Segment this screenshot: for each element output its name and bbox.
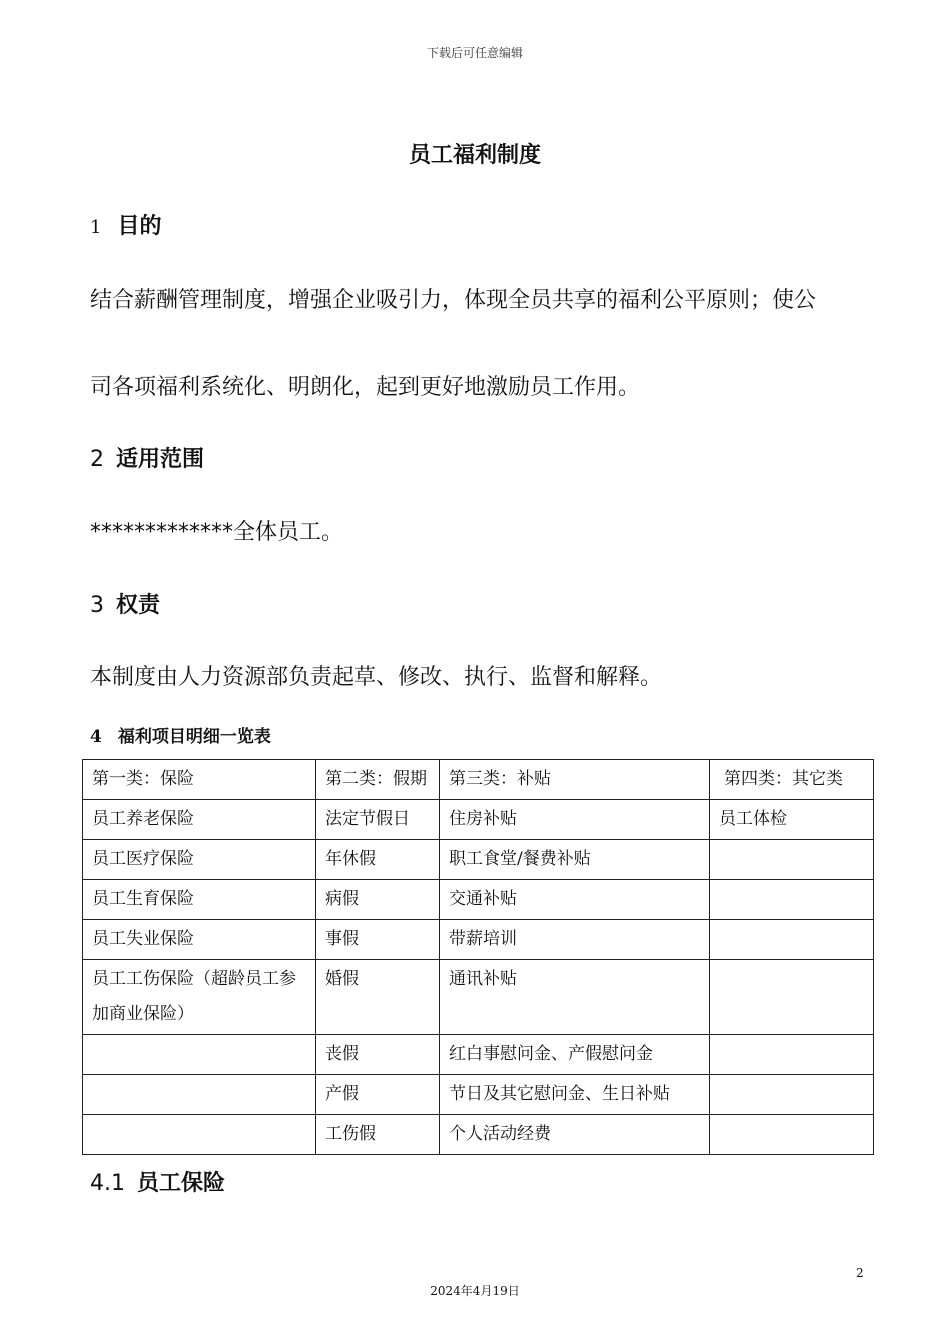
table-header-cell: 第二类：假期 — [316, 760, 440, 800]
responsibility-paragraph: 本制度由人力资源部负责起草、修改、执行、监督和解释。 — [90, 665, 663, 690]
table-cell — [83, 1035, 316, 1075]
table-cell: 红白事慰问金、产假慰问金 — [440, 1035, 710, 1075]
table-cell: 事假 — [316, 920, 440, 960]
benefits-table — [82, 759, 874, 1155]
table-cell — [710, 1035, 874, 1075]
table-cell: 节日及其它慰问金、生日补贴 — [440, 1075, 710, 1115]
purpose-paragraph-line-1: 结合薪酬管理制度，增强企业吸引力，体现全员共享的福利公平原则；使公 — [90, 288, 817, 313]
table-row — [83, 840, 874, 880]
footer-date: 2024年4月19日 — [430, 1284, 520, 1298]
table-cell: 个人活动经费 — [440, 1115, 710, 1155]
table-cell — [83, 1115, 316, 1155]
table-cell — [710, 960, 874, 1035]
table-cell: 员工养老保险 — [83, 800, 316, 840]
table-header-row — [83, 760, 874, 800]
table-cell: 员工体检 — [710, 800, 874, 840]
table-header-cell: 第一类：保险 — [83, 760, 316, 800]
section-2-number: 2 — [90, 447, 104, 472]
table-row — [83, 960, 874, 1035]
table-cell: 带薪培训 — [440, 920, 710, 960]
section-1-title: 目的 — [117, 214, 162, 239]
section-1-number: 1 — [90, 217, 102, 238]
section-3-title: 权责 — [116, 593, 161, 618]
table-cell: 产假 — [316, 1075, 440, 1115]
table-cell: 病假 — [316, 880, 440, 920]
section-4-1-title: 员工保险 — [137, 1171, 226, 1196]
purpose-paragraph-line-2: 司各项福利系统化、明朗化，起到更好地激励员工作用。 — [90, 375, 641, 400]
table-cell: 法定节假日 — [316, 800, 440, 840]
document-title: 员工福利制度 — [408, 143, 541, 168]
section-4-number: 4 — [90, 727, 102, 747]
table-header-cell: 第四类：其它类 — [710, 760, 874, 800]
page-number: 2 — [856, 1266, 864, 1280]
section-3-number: 3 — [90, 593, 104, 618]
table-row — [83, 1115, 874, 1155]
table-row — [83, 1075, 874, 1115]
table-cell: 职工食堂/餐费补贴 — [440, 840, 710, 880]
table-cell: 婚假 — [316, 960, 440, 1035]
table-row — [83, 800, 874, 840]
table-cell: 员工生育保险 — [83, 880, 316, 920]
table-cell: 员工失业保险 — [83, 920, 316, 960]
table-row — [83, 880, 874, 920]
table-cell: 丧假 — [316, 1035, 440, 1075]
table-cell — [83, 1075, 316, 1115]
table-cell: 年休假 — [316, 840, 440, 880]
table-cell — [710, 1115, 874, 1155]
table-cell — [710, 880, 874, 920]
table-cell — [710, 920, 874, 960]
section-4-title: 福利项目明细一览表 — [117, 727, 271, 747]
table-cell: 交通补贴 — [440, 880, 710, 920]
section-4-heading — [90, 722, 271, 747]
table-cell: 工伤假 — [316, 1115, 440, 1155]
page-header: 下载后可任意编辑 — [426, 46, 523, 60]
section-4-1-heading — [90, 1166, 225, 1197]
section-4-1-number: 4.1 — [90, 1171, 125, 1196]
scope-paragraph: *************全体员工。 — [90, 520, 344, 545]
table-cell: 员工工伤保险（超龄员工参加商业保险） — [83, 960, 316, 1035]
section-2-title: 适用范围 — [116, 447, 205, 472]
section-3-heading — [90, 588, 160, 619]
table-cell: 员工医疗保险 — [83, 840, 316, 880]
table-cell: 通讯补贴 — [440, 960, 710, 1035]
section-2-heading — [90, 442, 204, 473]
table-cell — [710, 840, 874, 880]
table-cell — [710, 1075, 874, 1115]
table-row — [83, 920, 874, 960]
section-1-heading — [90, 209, 161, 240]
table-row — [83, 1035, 874, 1075]
table-cell: 住房补贴 — [440, 800, 710, 840]
table-header-cell: 第三类：补贴 — [440, 760, 710, 800]
